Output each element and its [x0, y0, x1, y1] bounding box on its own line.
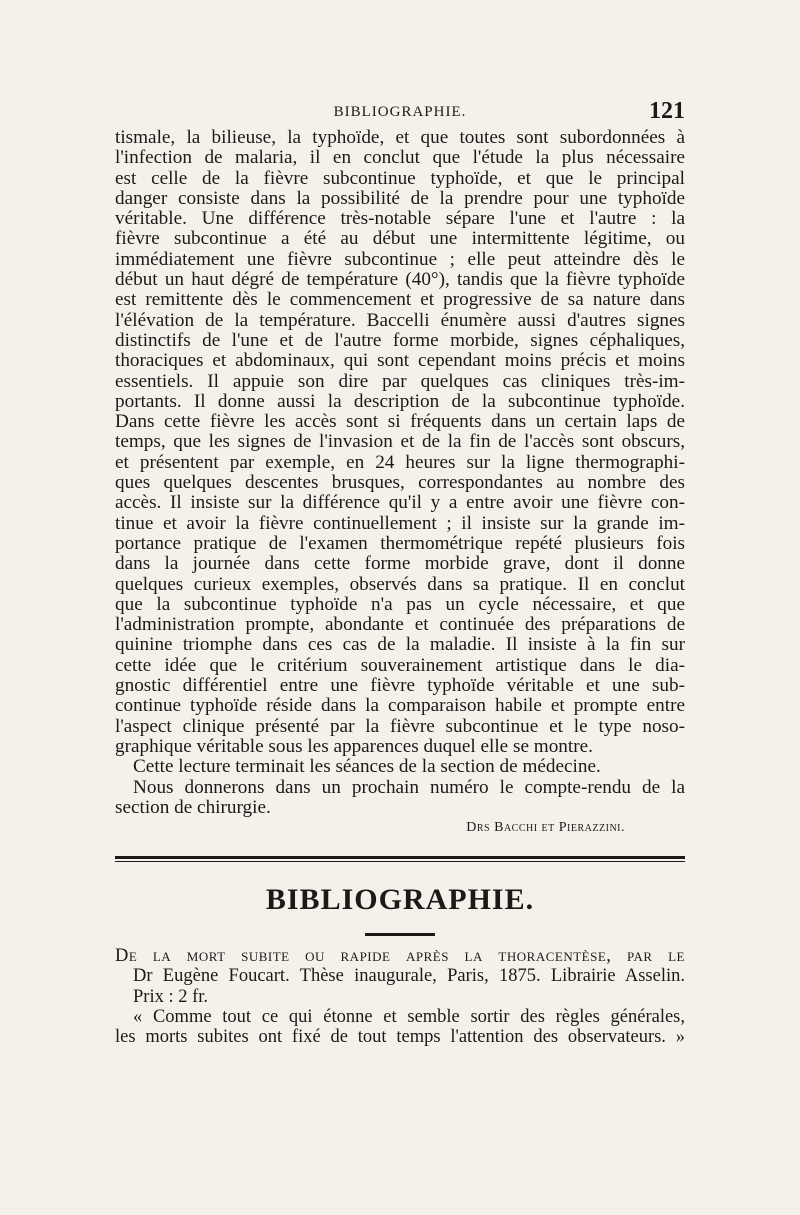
text-line: section de chirurgie.	[115, 797, 271, 818]
ornament-rule	[115, 924, 685, 940]
text-line: Dans cette fièvre les accès sont si fréquents dans un certain laps de	[115, 412, 685, 433]
text-line: Cette lecture terminait les séances de la section de médecine.	[133, 757, 601, 778]
text-line: l'administration prompte, abondante et continuée des préparations de	[115, 615, 685, 636]
text-line: et présentent par exemple, en 24 heures sur la ligne thermographi-	[115, 452, 685, 473]
text-line: cette idée que le critérium souverainement artistique dans le dia-	[115, 655, 685, 676]
text-line: portants. Il donne aussi la description de la subcontinue typhoïde.	[115, 391, 685, 412]
text-line: Nous donnerons dans un prochain numéro le compte-rendu de la	[133, 777, 685, 798]
text-line: que la subcontinue typhoïde n'a pas un cycle nécessaire, et que	[115, 594, 685, 615]
text-line: essentiels. Il appuie son dire par quelques cas cliniques très-im-	[115, 371, 685, 392]
section-title: BIBLIOGRAPHIE.	[265, 883, 535, 917]
text-line: tinue et avoir la fièvre continuellement ; il insiste sur la grande im-	[115, 513, 685, 534]
quote-line: les morts subites ont fixé de tout temps l'attention des observateurs. »	[115, 1027, 685, 1048]
text-line: quelques curieux exemples, observés dans sa pratique. Il en conclut	[115, 574, 685, 595]
text-line: l'aspect clinique présenté par la fièvre subcontinue et le type noso-	[115, 716, 685, 737]
text-line: temps, que les signes de l'invasion et de la fin de l'accès sont obscurs,	[115, 432, 685, 453]
entry-line: De la mort subite ou rapide après la thoracentèse, par le	[115, 946, 685, 967]
article-body	[115, 128, 685, 1048]
divider-rule-thin	[115, 861, 685, 862]
text-line: gnostic différentiel entre une fièvre typhoïde véritable et une sub-	[115, 676, 685, 697]
text-line: portance pratique de l'examen thermométrique repété plusieurs fois	[115, 533, 685, 554]
page-number: 121	[649, 98, 685, 124]
running-head-title: BIBLIOGRAPHIE.	[333, 104, 467, 120]
text-line: ques quelques descentes brusques, correspondantes au nombre des	[115, 473, 685, 494]
text-line: thoraciques et abdominaux, qui sont cependant moins précis et moins	[115, 351, 685, 372]
text-line: dans la journée dans cette forme morbide grave, dont il donne	[115, 554, 685, 575]
divider-rule	[115, 856, 685, 859]
text-line: continue typhoïde réside dans la comparaison habile et prompte entre	[115, 696, 685, 717]
text-line: est celle de la fièvre subcontinue typhoïde, et que le principal	[115, 168, 685, 189]
text-line: quinine triomphe dans ces cas de la maladie. Il insiste à la fin sur	[115, 635, 685, 656]
text-line: fièvre subcontinue a été au début une intermittente légitime, ou	[115, 229, 685, 250]
text-line: est remittente dès le commencement et progressive de sa nature dans	[115, 290, 685, 311]
text-line: accès. Il insiste sur la différence qu'il y a entre avoir une fièvre con-	[115, 493, 685, 514]
bibliography-entry	[115, 946, 685, 1047]
text-line: l'infection de malaria, il en conclut que l'étude la plus nécessaire	[115, 148, 685, 169]
text-line: danger consiste dans la possibilité de la prendre pour une typhoïde	[115, 188, 685, 209]
text-line: immédiatement une fièvre subcontinue ; elle peut atteindre dès le	[115, 249, 685, 270]
text-line: tismale, la bilieuse, la typhoïde, et que toutes sont subordonnées à	[115, 128, 685, 148]
text-line: véritable. Une différence très-notable sépare l'une et l'autre : la	[115, 209, 685, 230]
text-line: l'élévation de la température. Baccelli énumère aussi d'autres signes	[115, 310, 685, 331]
running-head	[115, 98, 685, 128]
entry-line: Dr Eugène Foucart. Thèse inaugurale, Paris, 1875. Librairie Asselin.	[133, 966, 685, 987]
signature: Drs Bacchi et Pierazzini.	[466, 820, 625, 836]
text-line: début un haut dégré de température (40°), tandis que la fièvre typhoïde	[115, 270, 685, 291]
entry-line: Prix : 2 fr.	[133, 986, 209, 1007]
text-line: distinctifs de l'une et de l'autre forme morbide, signes céphaliques,	[115, 330, 685, 351]
text-line: graphique véritable sous les apparences duquel elle se montre.	[115, 736, 593, 757]
quote-line: « Comme tout ce qui étonne et semble sortir des règles générales,	[133, 1006, 685, 1027]
